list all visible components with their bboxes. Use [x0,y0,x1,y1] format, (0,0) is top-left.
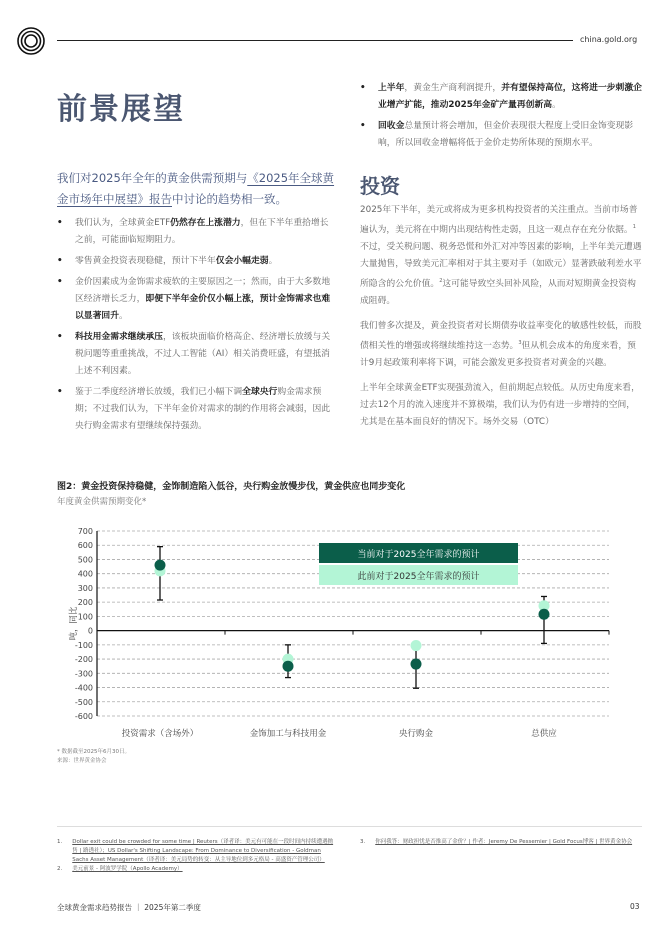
category-label: 投资需求（含场外） [121,729,199,739]
figure-title: 图2：黄金投资保持稳健，金饰制造陷入低谷，央行购金放慢步伐，黄金供应也同步变化 [57,482,406,492]
current-forecast-point [411,659,422,670]
footnote-ref: 1 [632,224,636,230]
bold-text: 科技用金需求继续承压 [75,332,163,342]
category-label: 总供应 [531,729,557,739]
figure-source: 来源：世界黄金协会 [57,758,107,764]
bold-text: 回收金 [378,121,405,131]
text: 鉴于二季度经济增长放缓，我们已小幅下调 [75,387,243,397]
bold-text: 并有望保持高位，这将进一步刺激企业增产扩能，推动2025年金矿产量再创新高 [378,83,642,110]
text: 零售黄金投资表现稳健，预计下半年 [75,256,216,266]
current-forecast-point [155,560,166,571]
bold-text: 即便下半年金价仅小幅上涨，预计金饰需求也难以显著回升 [75,294,331,321]
y-tick-label: -100 [74,640,93,650]
y-tick-label: 500 [77,555,93,565]
body-paragraph [360,380,642,431]
y-tick-label: 200 [77,598,93,608]
lead-text: 我们对2025年全年的黄金供需预期与 [57,171,248,185]
text: 上半年全球黄金ETF实现强劲流入，但前期起点较低。从历史角度来看，过去12个月的流入速度并不算极端，我们认为仍有进一步增持的空间，尤其是在基本面良好的情况下。场外交易（OTC） [360,382,640,427]
footnote [360,838,640,847]
site-url[interactable]: china.gold.org [580,35,638,44]
footer-report-name: 全球黄金需求趋势报告 ｜ 2025年第二季度 [57,903,201,912]
text: ，该板块面临价格高企、经济增长放缓与关税问题等重重挑战，不过人工智能（AI）相关消费旺盛，有望抵消上述不利因素。 [75,332,331,376]
current-forecast-point [283,661,294,672]
category-label: 央行购金 [398,729,434,739]
text: 这可能导致空头回补风险，从而对短期黄金投资构成阻碍。 [360,278,636,306]
y-tick-label: -600 [74,712,93,721]
previous-forecast-point [411,640,422,651]
bold-text: 仅会小幅走弱 [215,256,269,266]
footnote-link[interactable]: Dollar exit could be crowded for some time | Reuters（译者译：美元有可能在一段时间内持续遭遇抛售 | 路透社）；US Dollar's Shifting Landscape: From Dominance to Diversification - Goldman Sachs Asset Management（译者译：美元局势的转变：从主导地位到多元格局 - 高盛资产管理公司） [72,839,334,863]
figure-notes [57,748,130,766]
bold-text: 仍然存在上涨潜力 [170,218,241,228]
text: 。 [119,311,128,321]
category-label: 金饰加工与科技用金 [249,729,327,739]
lead-text-end: 中讨论的趋势相一致。 [172,192,287,206]
bullet-item [57,329,337,380]
y-tick-label: -400 [74,683,93,693]
footnote-number: 1. [57,839,63,845]
footnote [57,838,337,865]
bullet-item [360,80,642,114]
page-number: 03 [630,902,640,911]
figure-note: * 数据截至2025年6月30日。 [57,749,130,755]
text: ，但在下半年重拾增长之前，可能面临短期阻力。 [75,218,329,245]
bullet-item [360,118,642,152]
y-tick-label: 400 [77,569,93,579]
footnote-link[interactable]: 美元前景 - 阿波罗学院（Apollo Academy） [72,866,183,872]
page-title: 前景展望 [57,92,185,127]
bullet-item [57,253,337,270]
y-tick-label: 0 [87,626,93,636]
investment-paragraphs [360,202,642,439]
body-paragraph [360,318,642,372]
y-tick-label: 300 [77,583,93,593]
y-tick-label: 700 [77,527,93,536]
legend-label: 当前对于2025全年需求的预计 [357,550,480,560]
supply-bullets [360,80,642,156]
section-title-investment: 投资 [360,174,400,198]
text: 。 [552,100,561,110]
legend-label: 此前对于2025全年需求的预计 [357,572,480,582]
y-axis-label: 吨，同比 [69,606,79,641]
footnote-number: 3. [360,839,366,845]
footnote-number: 2. [57,866,63,872]
text: 不过，受关税问题、税务恐慌和外汇对冲等因素的影响，上半年美元遭遇大量抛售，导致美元汇率相对于其主要对手（如欧元）显著跌破利差水平所隐含的公允价值。 [360,241,642,289]
text: 总量预计将会增加，但金价表现很大程度上受旧金饰变现影响，所以回收金增幅将低于金价走势所体现的预期水平。 [378,121,634,148]
concentric-circles-logo-icon [17,27,45,55]
footnote [57,865,337,874]
footnote-ref: 3 [518,339,522,346]
lead-paragraph [57,168,337,210]
outlook-bullets [57,215,337,439]
footnote-ref: 2 [439,277,443,284]
y-tick-label: 600 [77,541,93,551]
y-tick-label: -200 [74,655,93,665]
text: 我们认为，全球黄金ETF [75,218,171,228]
footnotes-right [360,838,640,847]
forecast-chart [50,520,630,745]
text: 购金需求预期；不过我们认为，下半年金价对需求的制约作用将会减弱，因此央行购金需求有望继续保持强劲。 [75,387,331,431]
text: 我们曾多次提及，黄金投资者对长期债券收益率变化的敏感性较低，而股债相关性的增强或将继续维持这一态势。 [360,320,642,351]
figure-subtitle: 年度黄金供需预期变化* [57,497,147,507]
text: 。 [268,256,278,266]
bold-text: 全球央行 [242,387,278,397]
y-tick-label: -300 [74,669,93,679]
text: 但从机会成本的角度来看，预计9月起政策利率将下调，可能会激发更多投资者对黄金的兴趣。 [360,340,636,368]
bold-text: 上半年 [378,83,405,93]
bullet-item [57,274,337,325]
current-forecast-point [539,609,550,620]
text: ，黄金生产商利润提升， [404,83,502,93]
y-tick-label: 100 [77,612,93,622]
report-link[interactable]: 《2025年全球黄金市场年中展望》报告 [57,171,335,206]
footnotes-left [57,838,337,874]
bullet-item [57,384,337,435]
body-paragraph [360,202,642,310]
y-tick-label: -500 [74,697,93,707]
header-divider [57,40,573,41]
text: 金价因素成为金饰需求疲软的主要原因之一；然而，由于大多数地区经济增长乏力， [75,277,331,304]
text: 2025年下半年，美元或将成为更多机构投资者的关注重点。当前市场普遍认为，美元将在中期内出现结构性走弱，且这一观点存在充分依据。 [360,205,638,235]
footnote-divider [57,826,642,827]
footnote-link[interactable]: 你问我答：财政担忧是否推高了金价？| 作者：Jeremy De Pessemier | Gold Focus博客 | 世界黄金协会 [375,839,633,845]
bullet-item [57,215,337,249]
